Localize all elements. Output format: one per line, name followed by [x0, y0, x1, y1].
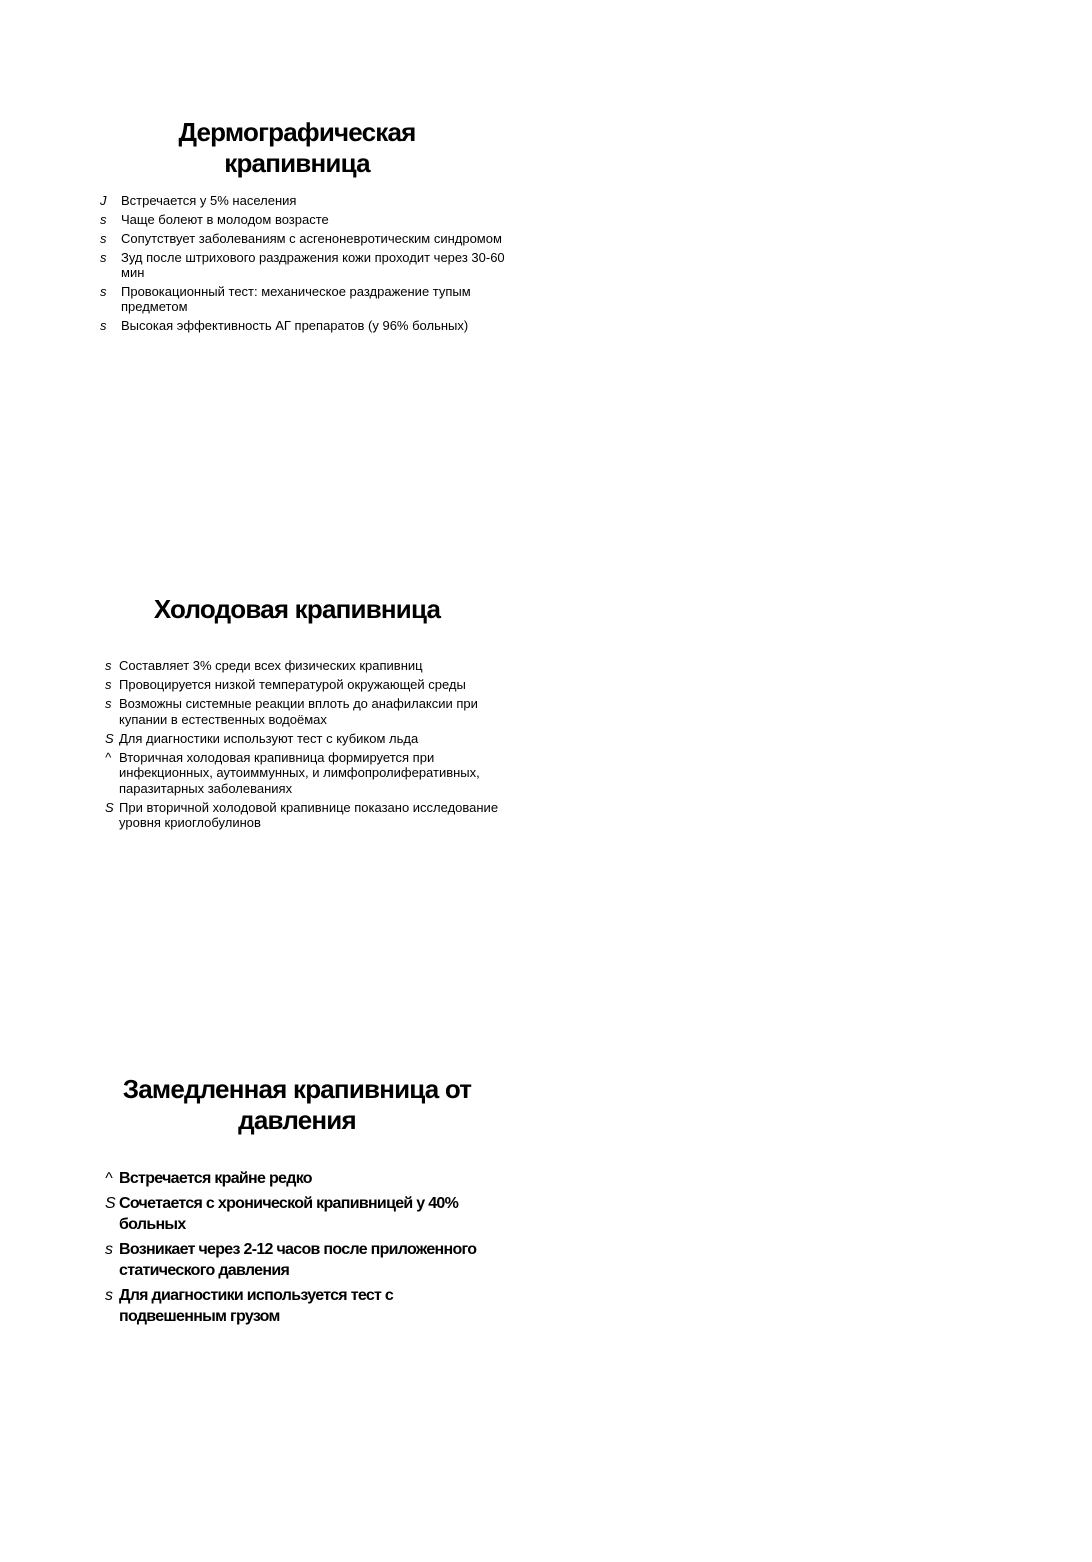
item-text: Сочетается с хронической крапивницей у 40% больных [119, 1195, 459, 1234]
bullet-glyph: s [100, 318, 107, 334]
list-item [105, 1239, 499, 1281]
list-item [100, 212, 521, 227]
list-item [105, 1168, 499, 1189]
item-text: Встречается у 5% населения [121, 193, 297, 209]
bullet-glyph: s [105, 1241, 113, 1259]
list-item [100, 318, 521, 333]
bullet-glyph: ^ [105, 749, 112, 765]
section-title [95, 117, 499, 179]
item-text: Вторичная холодовая крапивница формируется при инфекционных, аутоиммунных, и лимфопролиферативных, паразитарных заболеваниях [119, 749, 480, 796]
list-item [105, 696, 499, 727]
item-text: Высокая эффективность АГ препаратов (у 96% больных) [121, 318, 469, 334]
bullet-glyph: s [100, 212, 107, 228]
list-item [100, 231, 521, 246]
list-item [105, 677, 499, 693]
item-text: Провокационный тест: механическое раздражение тупым предметом [121, 284, 471, 315]
item-text: Для диагностики используют тест с кубиком льда [119, 730, 419, 746]
list-item [105, 800, 499, 831]
item-text: При вторичной холодовой крапивнице показано исследование уровня криоглобулинов [119, 799, 499, 831]
bullet-glyph: s [105, 658, 112, 674]
item-text: Сопутствует заболеваниям с асгеноневротическим синдромом [121, 231, 502, 247]
list-item [105, 750, 499, 797]
list-item [100, 284, 521, 314]
title-line: Дермографическая [178, 117, 416, 147]
section-cold-urticaria [95, 594, 515, 834]
bullet-glyph: ^ [105, 1170, 113, 1188]
bullet-glyph: S [105, 730, 114, 746]
bullet-glyph: s [100, 231, 107, 247]
item-text: Возможны системные реакции вплоть до анафилаксии при купании в естественных водоёмах [119, 696, 478, 727]
item-text: Провоцируется низкой температурой окружающей среды [119, 677, 466, 693]
list-item [105, 658, 499, 674]
section-delayed-pressure-urticaria [95, 1074, 515, 1331]
list-item [100, 250, 521, 280]
bullet-glyph: s [100, 250, 107, 266]
title-line: давления [238, 1105, 356, 1136]
section-dermographic-urticaria [95, 117, 515, 337]
item-text: Зуд после штрихового раздражения кожи проходит через 30-60 мин [121, 250, 505, 281]
list-item [105, 1285, 499, 1327]
item-text: Встречается крайне редко [119, 1170, 312, 1188]
bullet-glyph: S [105, 799, 114, 815]
title-line: Холодовая крапивница [153, 594, 441, 624]
bullet-list [95, 658, 515, 831]
item-text: Возникает через 2-12 часов после приложенного статического давления [119, 1241, 477, 1280]
list-item [100, 193, 521, 208]
bullet-glyph: s [105, 677, 112, 693]
bullet-list [95, 1168, 515, 1327]
section-title [95, 1074, 499, 1136]
list-item [105, 1193, 499, 1235]
bullet-glyph: S [105, 1195, 116, 1213]
title-line: крапивница [224, 148, 370, 179]
bullet-glyph: J [100, 193, 107, 209]
bullet-glyph: s [105, 696, 112, 712]
item-text: Для диагностики используется тест с подвешенным грузом [119, 1287, 394, 1326]
item-text: Чаще болеют в молодом возрасте [121, 212, 329, 228]
section-title [95, 594, 499, 625]
bullet-list [95, 193, 515, 333]
bullet-glyph: s [105, 1287, 113, 1305]
item-text: Составляет 3% среди всех физических крапивниц [119, 658, 423, 674]
bullet-glyph: s [100, 284, 107, 300]
title-line: Замедленная крапивница от [122, 1074, 472, 1104]
list-item [105, 731, 499, 747]
